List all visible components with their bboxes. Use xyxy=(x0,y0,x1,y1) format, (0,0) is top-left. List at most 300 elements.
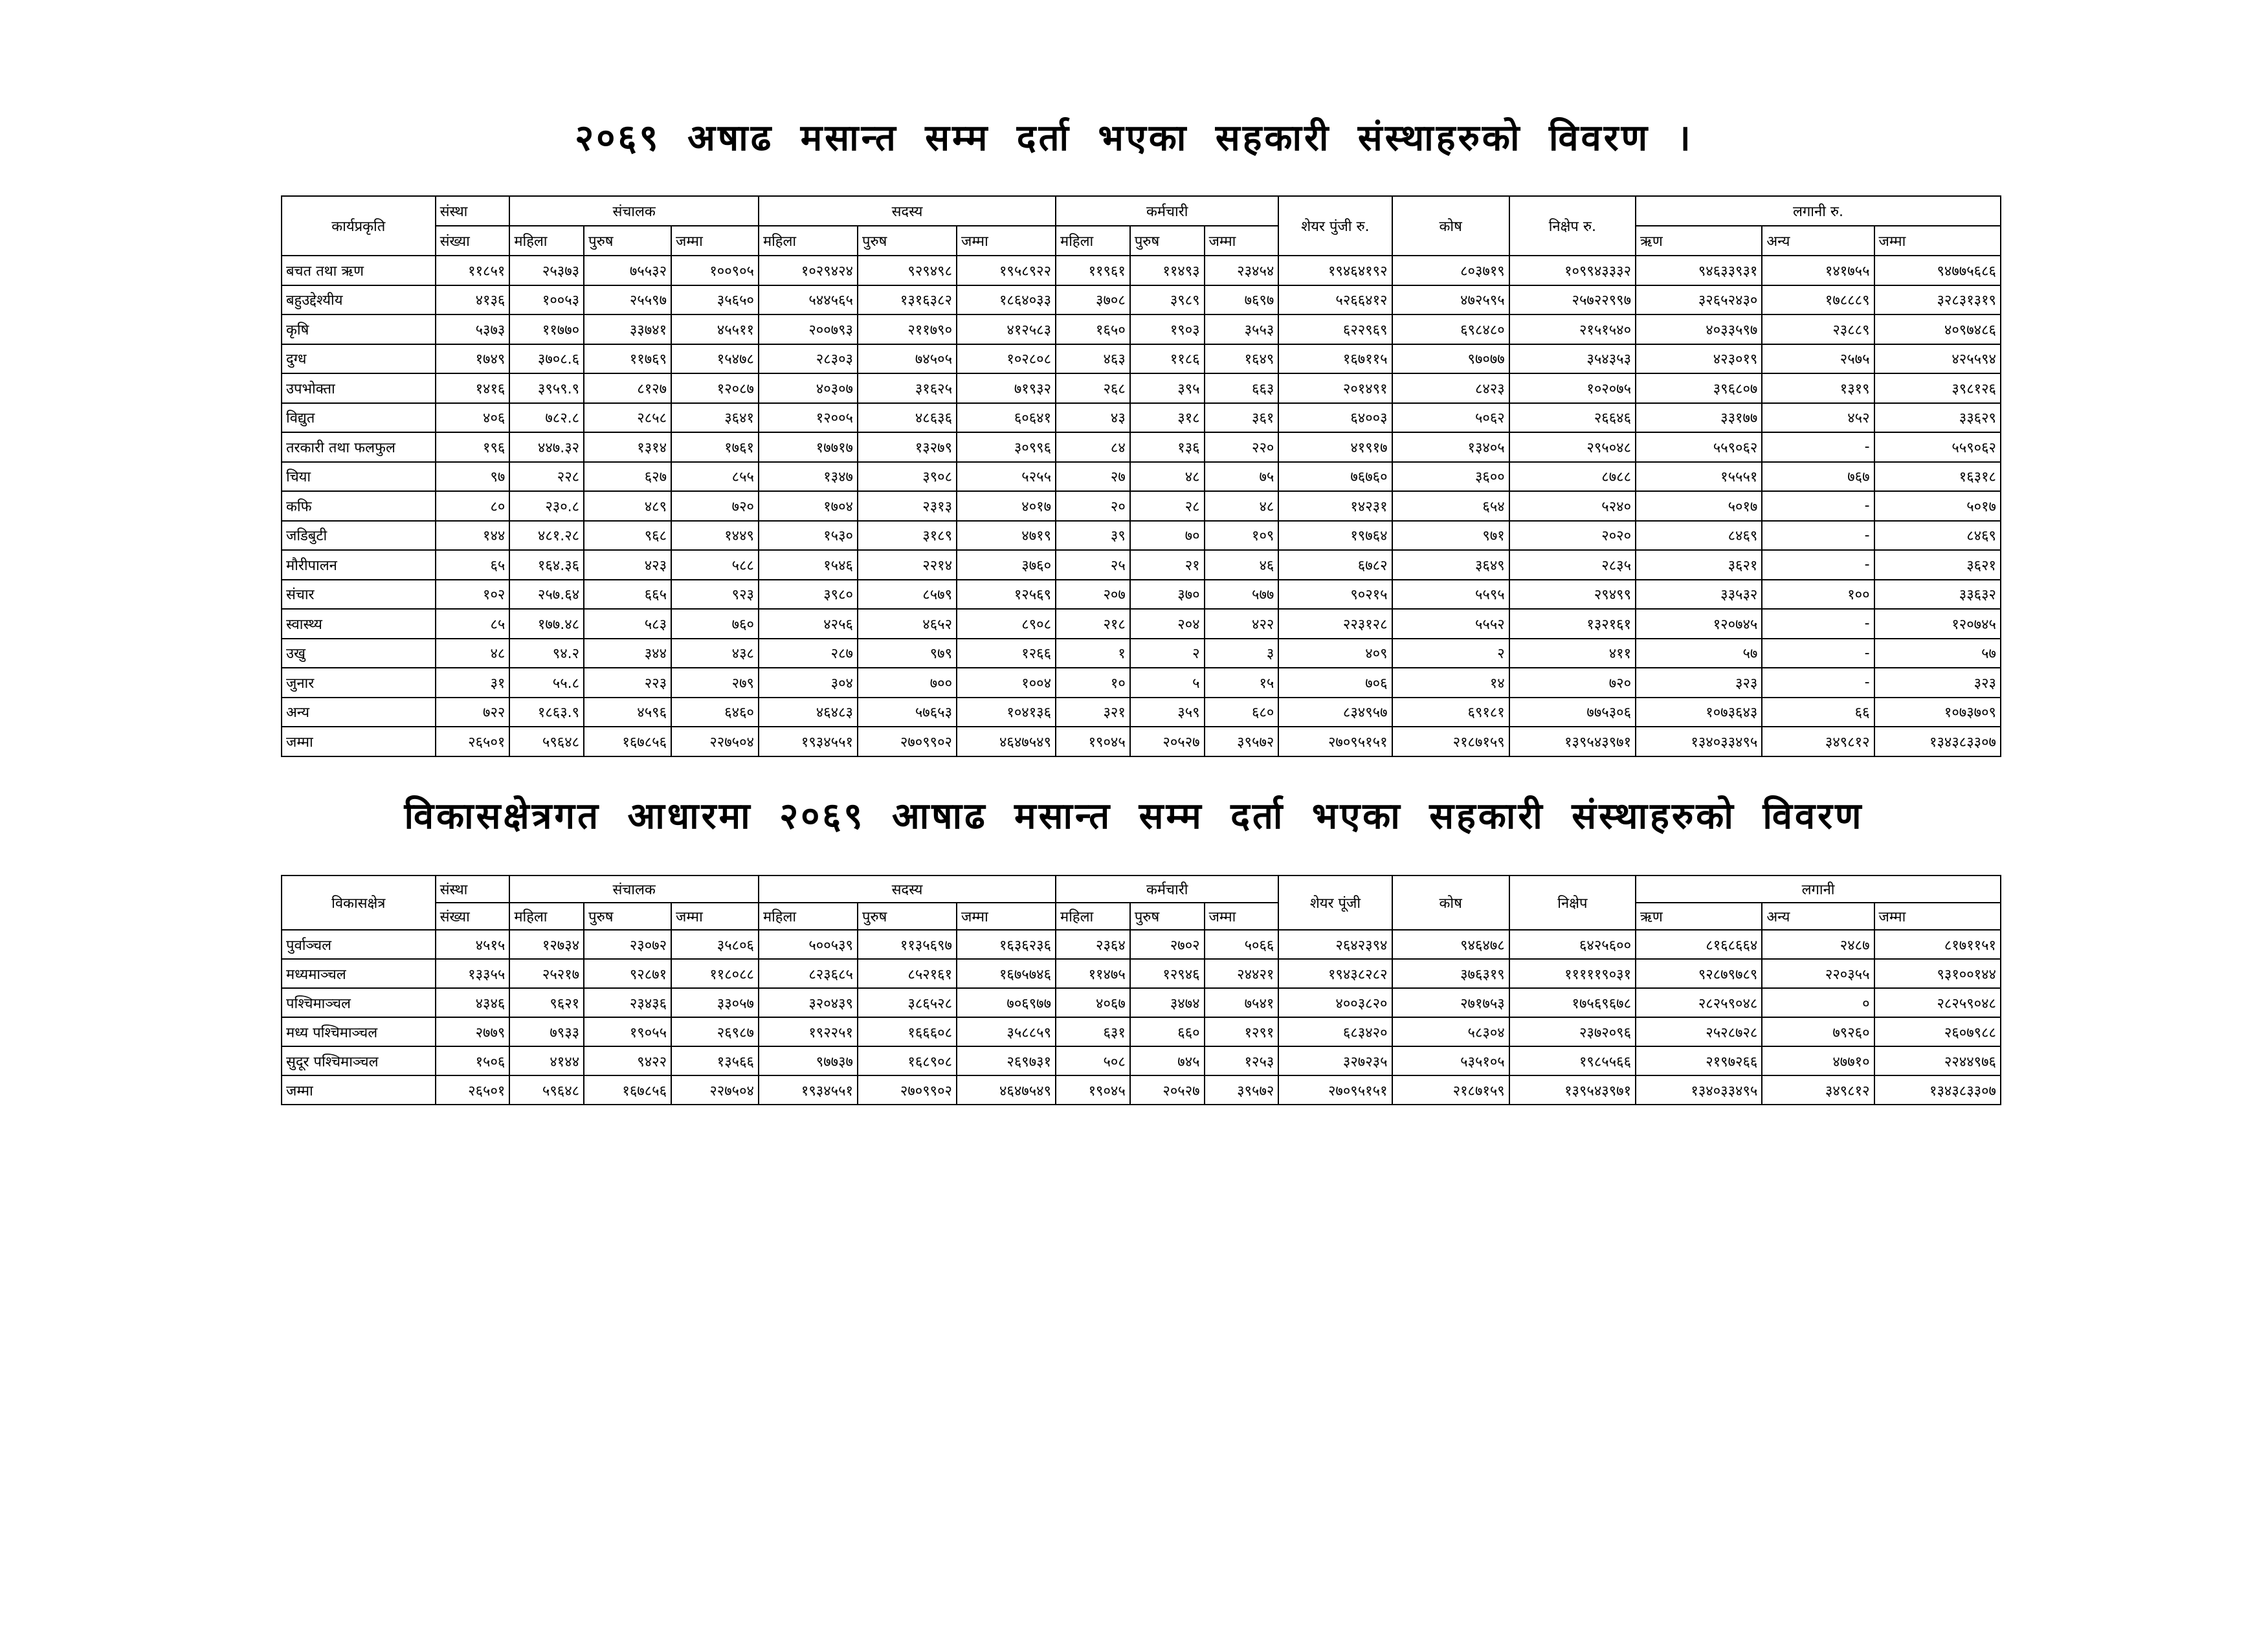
table-cell: २११७९० xyxy=(858,314,957,344)
table-cell: ८५५ xyxy=(671,462,759,492)
table-cell: १५४७८ xyxy=(671,344,759,374)
table-row xyxy=(282,550,2001,580)
col-share: शेयर पुंजी रु. xyxy=(1278,196,1392,256)
table-cell: १९७६४ xyxy=(1278,521,1392,551)
table-cell: १६८९०८ xyxy=(858,1046,957,1075)
row-label-cell: तरकारी तथा फलफुल xyxy=(282,432,436,462)
table-cell: ० xyxy=(1762,988,1874,1017)
table-cell: ९२८७९७८९ xyxy=(1636,959,1762,988)
row-label-cell: स्वास्थ्य xyxy=(282,609,436,639)
col-sanstha-sankhya: संख्या xyxy=(436,903,510,930)
table-row xyxy=(282,373,2001,403)
table-cell: १३२७९ xyxy=(858,432,957,462)
table-cell: ३५५३ xyxy=(1205,314,1279,344)
table-cell: ९४२२ xyxy=(584,1046,671,1075)
table-cell: ५५५२ xyxy=(1392,609,1509,639)
table-cell: १ xyxy=(1056,639,1130,668)
table-cell: ५७ xyxy=(1874,639,2001,668)
table-cell: ९२९४९८ xyxy=(858,256,957,285)
table-row xyxy=(282,432,2001,462)
table-cell: ३९५७२ xyxy=(1205,727,1279,756)
row-label-cell: चिया xyxy=(282,462,436,492)
table-cell: ४१९१७ xyxy=(1278,432,1392,462)
table-cell: ९२३ xyxy=(671,580,759,610)
table-cell: १६३१८ xyxy=(1874,462,2001,492)
table-cell: ४७१९ xyxy=(957,521,1056,551)
table-row xyxy=(282,580,2001,610)
table-cell: ९७९ xyxy=(858,639,957,668)
section-title: विकासक्षेत्रगत आधारमा २०६९ आषाढ मसान्त सम्म दर्ता भएका सहकारी संस्थाहरुको विवरण xyxy=(404,795,1864,837)
table-cell: २३७२०९६ xyxy=(1509,1017,1636,1046)
table-cell: ३३१७७ xyxy=(1636,403,1762,433)
table-cell: ३३०५७ xyxy=(671,988,759,1017)
table-cell: १२९४६ xyxy=(1130,959,1205,988)
table-cell: १०० xyxy=(1762,580,1874,610)
table-cell: १५५५१ xyxy=(1636,462,1762,492)
table-cell: १००९०५ xyxy=(671,256,759,285)
table-cell: १३४०३३४९५ xyxy=(1636,727,1762,756)
table-cell: १९५८९२२ xyxy=(957,256,1056,285)
table-cell: २०१४९१ xyxy=(1278,373,1392,403)
table-cell: ८१७११५१ xyxy=(1874,930,2001,959)
table-cell: ५७६५३ xyxy=(858,698,957,727)
table-row xyxy=(282,1017,2001,1046)
table-cell: ७०६ xyxy=(1278,668,1392,698)
table-cell: ३३६२९ xyxy=(1874,403,2001,433)
table-cell: ५०६२ xyxy=(1392,403,1509,433)
table-cell: ५४४५६५ xyxy=(759,285,858,315)
table-cell: १०२८०८ xyxy=(957,344,1056,374)
table-cell: १६५० xyxy=(1056,314,1130,344)
row-label-cell: बहुउद्देश्यीय xyxy=(282,285,436,315)
table-cell: २७०२ xyxy=(1130,930,1205,959)
table-cell: १२७३४ xyxy=(509,930,584,959)
table-cell: ११३५६९७ xyxy=(858,930,957,959)
table-cell: १२०८७ xyxy=(671,373,759,403)
table-cell: ४०९ xyxy=(1278,639,1392,668)
table-cell: ८४२३ xyxy=(1392,373,1509,403)
table-cell: - xyxy=(1762,609,1874,639)
col-sanchalak-purush: पुरुष xyxy=(584,226,671,256)
table-cell: ४१४४ xyxy=(509,1046,584,1075)
table-cell: २२८ xyxy=(509,462,584,492)
col-lagani-jamma: जम्मा xyxy=(1874,226,2001,256)
table-cell: ६५ xyxy=(436,550,510,580)
table-cell: ६६५ xyxy=(584,580,671,610)
table-cell: ६५४ xyxy=(1392,491,1509,521)
table-cell: २२४४९७६ xyxy=(1874,1046,2001,1075)
table-cell: १०२९४२४ xyxy=(759,256,858,285)
table-cell: १४४९ xyxy=(671,521,759,551)
table-cell: ३ xyxy=(1205,639,1279,668)
table-cell: १६७८५६ xyxy=(584,727,671,756)
table-body xyxy=(282,930,2001,1105)
table-cell: १४ xyxy=(1392,668,1509,698)
table-cell: ४०६ xyxy=(436,403,510,433)
table-cell: १२०७४५ xyxy=(1636,609,1762,639)
table-cell: ३४९८१२ xyxy=(1762,1075,1874,1105)
table-cell: ४२३०१९ xyxy=(1636,344,1762,374)
table-cell: ७५५३२ xyxy=(584,256,671,285)
row-label-cell: पुर्वाञ्चल xyxy=(282,930,436,959)
table-cell: ९३१००१४४ xyxy=(1874,959,2001,988)
page-title: २०६९ अषाढ मसान्त सम्म दर्ता भएका सहकारी संस्थाहरुको विवरण । xyxy=(575,116,1693,159)
table-cell: ७४५ xyxy=(1130,1046,1205,1075)
table-cell: ३०४ xyxy=(759,668,858,698)
table-cell: १०९ xyxy=(1205,521,1279,551)
table-row xyxy=(282,727,2001,756)
row-label-cell: जुनार xyxy=(282,668,436,698)
table-row xyxy=(282,314,2001,344)
table-cell: ८३४९५७ xyxy=(1278,698,1392,727)
table-cell: ७९३३ xyxy=(509,1017,584,1046)
row-label-cell: उपभोक्ता xyxy=(282,373,436,403)
table-cell: २८५८ xyxy=(584,403,671,433)
table-cell: १०९९४३३३२ xyxy=(1509,256,1636,285)
table-row xyxy=(282,491,2001,521)
table-cell: ३९६८०७ xyxy=(1636,373,1762,403)
col-group-sanchalak: संचालक xyxy=(509,196,759,226)
table-cell: ७५ xyxy=(1205,462,1279,492)
table-cell: ६४६० xyxy=(671,698,759,727)
table-cell: ६६ xyxy=(1762,698,1874,727)
table-cell: ७० xyxy=(1130,521,1205,551)
table-cell: २४४२१ xyxy=(1205,959,1279,988)
table-cell: ६८० xyxy=(1205,698,1279,727)
table-cell: १४१७५५ xyxy=(1762,256,1874,285)
table-cell: ३५८०६ xyxy=(671,930,759,959)
table-cell: ९६८ xyxy=(584,521,671,551)
table-cell: २१५१५४० xyxy=(1509,314,1636,344)
table-cell: १९६ xyxy=(436,432,510,462)
row-label-cell: अन्य xyxy=(282,698,436,727)
table-cell: ४७७१० xyxy=(1762,1046,1874,1075)
table-row xyxy=(282,1075,2001,1105)
row-label-cell: कफि xyxy=(282,491,436,521)
table-cell: २७०९९०२ xyxy=(858,727,957,756)
col-karmachari-purush: पुरुष xyxy=(1130,226,1205,256)
col-lagani-jamma: जम्मा xyxy=(1874,903,2001,930)
col-sadasya-jamma: जम्मा xyxy=(957,226,1056,256)
table-cell: १३३५५ xyxy=(436,959,510,988)
row-label-cell: विद्युत xyxy=(282,403,436,433)
table-cell: ६६३ xyxy=(1205,373,1279,403)
table-cell: १९२२५१ xyxy=(759,1017,858,1046)
table-cell: ३९५९.९ xyxy=(509,373,584,403)
table-cell: १७४९ xyxy=(436,344,510,374)
col-group-sadasya: सदस्य xyxy=(759,196,1056,226)
row-label-cell: सुदूर पश्चिमाञ्चल xyxy=(282,1046,436,1075)
table-cell: ७६९७ xyxy=(1205,285,1279,315)
row-label-cell: जम्मा xyxy=(282,1075,436,1105)
table-cell: २२७५०४ xyxy=(671,1075,759,1105)
table-row xyxy=(282,403,2001,433)
table-cell: ५०८ xyxy=(1056,1046,1130,1075)
table-cell: ४५९६ xyxy=(584,698,671,727)
col-category: विकासक्षेत्र xyxy=(282,876,436,930)
table-cell: १२५६९ xyxy=(957,580,1056,610)
col-nikshep: निक्षेप xyxy=(1509,876,1636,930)
table-cell: ४५५११ xyxy=(671,314,759,344)
table-cell: ३६०० xyxy=(1392,462,1509,492)
table-cell: १०७३७०९ xyxy=(1874,698,2001,727)
col-sanchalak-jamma: जम्मा xyxy=(671,903,759,930)
table-cell: २००७९३ xyxy=(759,314,858,344)
table-cell: ३५९ xyxy=(1130,698,1205,727)
table-cell: ३४४ xyxy=(584,639,671,668)
table-cell: २३१३ xyxy=(858,491,957,521)
row-label-cell: मौरीपालन xyxy=(282,550,436,580)
table-cell: २ xyxy=(1130,639,1205,668)
table-cell: ९०२१५ xyxy=(1278,580,1392,610)
table-cell: १७०४ xyxy=(759,491,858,521)
table-cell: ३४७४ xyxy=(1130,988,1205,1017)
table-cell: ४८९ xyxy=(584,491,671,521)
table-row xyxy=(282,462,2001,492)
table-cell: २६४२३९४ xyxy=(1278,930,1392,959)
col-group-karmachari: कर्मचारी xyxy=(1056,876,1278,903)
table-cell: ५०१७ xyxy=(1636,491,1762,521)
table-cell: - xyxy=(1762,668,1874,698)
table-cell: २१८ xyxy=(1056,609,1130,639)
table-cell: ९६२१ xyxy=(509,988,584,1017)
table-cell: ५८८ xyxy=(671,550,759,580)
table-cell: ७८२.८ xyxy=(509,403,584,433)
table-cell: २३०७२ xyxy=(584,930,671,959)
table-cell: २४८७ xyxy=(1762,930,1874,959)
table-cell: २७०९५१५१ xyxy=(1278,727,1392,756)
table-cell: २१९७२६६ xyxy=(1636,1046,1762,1075)
table-cell: १३५६६ xyxy=(671,1046,759,1075)
table-cell: २०२० xyxy=(1509,521,1636,551)
table-cell: १३९५४३९७१ xyxy=(1509,1075,1636,1105)
table-cell: १३४३८३३०७ xyxy=(1874,727,2001,756)
col-sanchalak-mahila: महिला xyxy=(509,226,584,256)
table-cell: १३९५४३९७१ xyxy=(1509,727,1636,756)
col-sanchalak-mahila: महिला xyxy=(509,903,584,930)
table-cell: ३९५ xyxy=(1130,373,1205,403)
table-cell: ५९६४८ xyxy=(509,1075,584,1105)
col-sanstha-sankhya: संख्या xyxy=(436,226,510,256)
table-cell: २६९८७ xyxy=(671,1017,759,1046)
table-cell: ६०६४१ xyxy=(957,403,1056,433)
table-cell: १३६ xyxy=(1130,432,1205,462)
table-cell: ९७१ xyxy=(1392,521,1509,551)
table-cell: - xyxy=(1762,639,1874,668)
table-cell: ७६७६० xyxy=(1278,462,1392,492)
table-cell: १३२१६१ xyxy=(1509,609,1636,639)
table-cell: ४२५६ xyxy=(759,609,858,639)
col-lagani-rin: ऋण xyxy=(1636,903,1762,930)
table-cell: १२०७४५ xyxy=(1874,609,2001,639)
table-cell: ४४७.३२ xyxy=(509,432,584,462)
table-cell: १२६६ xyxy=(957,639,1056,668)
table-cell: २०७ xyxy=(1056,580,1130,610)
table-cell: २७०९५१५१ xyxy=(1278,1075,1392,1105)
table-row xyxy=(282,959,2001,988)
table-cell: १९८५५६६ xyxy=(1509,1046,1636,1075)
table-cell: ४६३ xyxy=(1056,344,1130,374)
table-cell: २८३०३ xyxy=(759,344,858,374)
table-cell: २८२५९०४८ xyxy=(1874,988,2001,1017)
table-cell: ६२२९६९ xyxy=(1278,314,1392,344)
table-cell: ५७७ xyxy=(1205,580,1279,610)
table-cell: ८७८८ xyxy=(1509,462,1636,492)
table-cell: ६७८२ xyxy=(1278,550,1392,580)
table-cell: ३९०८ xyxy=(858,462,957,492)
table-cell: १२९१ xyxy=(1205,1017,1279,1046)
table-cell: २८७ xyxy=(759,639,858,668)
table-cell: ११८०८८ xyxy=(671,959,759,988)
table-cell: ३७६० xyxy=(957,550,1056,580)
table-cell: ५८३०४ xyxy=(1392,1017,1509,1046)
row-label-cell: मध्यमाञ्चल xyxy=(282,959,436,988)
table-cell: १९०५५ xyxy=(584,1017,671,1046)
table-cell: २०५२७ xyxy=(1130,1075,1205,1105)
table-cell: ११४७५ xyxy=(1056,959,1130,988)
table-cell: २७०९९०२ xyxy=(858,1075,957,1105)
table-cell: ३४९८१२ xyxy=(1762,727,1874,756)
row-label-cell: उखु xyxy=(282,639,436,668)
table-cell: ३१८९ xyxy=(858,521,957,551)
table-row xyxy=(282,698,2001,727)
table-cell: ७०० xyxy=(858,668,957,698)
table-cell: ४०९७४८६ xyxy=(1874,314,2001,344)
table-cell: ५५९०६२ xyxy=(1636,432,1762,462)
table-cell: ५०६६ xyxy=(1205,930,1279,959)
table-row xyxy=(282,1046,2001,1075)
table-cell: १४४ xyxy=(436,521,510,551)
table-cell: ११७६९ xyxy=(584,344,671,374)
table-cell: १९४६४१९२ xyxy=(1278,256,1392,285)
table-cell: २६५०१ xyxy=(436,727,510,756)
table-cell: ३२३ xyxy=(1636,668,1762,698)
table-cell: १९०४५ xyxy=(1056,727,1130,756)
table-cell: ३२३ xyxy=(1874,668,2001,698)
col-karmachari-purush: पुरुष xyxy=(1130,903,1205,930)
table-cell: ९७०७७ xyxy=(1392,344,1509,374)
table-cell: १३१४ xyxy=(584,432,671,462)
table-cell: ९७ xyxy=(436,462,510,492)
table-cell: १०४१३६ xyxy=(957,698,1056,727)
table-cell: १३१६३८२ xyxy=(858,285,957,315)
table-cell: २५७२२९९७ xyxy=(1509,285,1636,315)
table-cell: ८१६८६६४ xyxy=(1636,930,1762,959)
table-cell: १७६१ xyxy=(671,432,759,462)
table-cell: १३४७ xyxy=(759,462,858,492)
cooperatives-by-type-table xyxy=(281,195,2001,757)
table-cell: ७५४१ xyxy=(1205,988,1279,1017)
row-label-cell: संचार xyxy=(282,580,436,610)
table-cell: १९३४५५१ xyxy=(759,727,858,756)
table-cell: ३१ xyxy=(436,668,510,698)
table-cell: ६९१८१ xyxy=(1392,698,1509,727)
table-cell: ६४००३ xyxy=(1278,403,1392,433)
table-cell: ५५.८ xyxy=(509,668,584,698)
table-row xyxy=(282,609,2001,639)
table-cell: १९०४५ xyxy=(1056,1075,1130,1105)
table-cell: २३४३६ xyxy=(584,988,671,1017)
table-row xyxy=(282,256,2001,285)
table-cell: २०५२७ xyxy=(1130,727,1205,756)
table-cell: ३५८८५९ xyxy=(957,1017,1056,1046)
table-cell: २९५०४८ xyxy=(1509,432,1636,462)
table-cell: ३५६५० xyxy=(671,285,759,315)
table-cell: ३६१ xyxy=(1205,403,1279,433)
table-cell: ४५१५ xyxy=(436,930,510,959)
col-sanchalak-jamma: जम्मा xyxy=(671,226,759,256)
table-cell: ४६ xyxy=(1205,550,1279,580)
table-cell: १२००५ xyxy=(759,403,858,433)
table-cell: १० xyxy=(1056,668,1130,698)
col-group-sanchalak: संचालक xyxy=(509,876,759,903)
table-cell: २ xyxy=(1392,639,1509,668)
table-cell: ५२५५ xyxy=(957,462,1056,492)
col-lagani-rin: ऋण xyxy=(1636,226,1762,256)
table-cell: ८५ xyxy=(436,609,510,639)
table-cell: ६६० xyxy=(1130,1017,1205,1046)
table-cell: २६०७९८८ xyxy=(1874,1017,2001,1046)
table-cell: ८५७९ xyxy=(858,580,957,610)
table-cell: ५३५१०५ xyxy=(1392,1046,1509,1075)
table-cell: ११९६१ xyxy=(1056,256,1130,285)
table-cell: ५२४० xyxy=(1509,491,1636,521)
table-cell: ३७६३१९ xyxy=(1392,959,1509,988)
table-cell: २७१७५३ xyxy=(1392,988,1509,1017)
table-cell: ५०१७ xyxy=(1874,491,2001,521)
table-cell: ५ xyxy=(1130,668,1205,698)
table-cell: २५ xyxy=(1056,550,1130,580)
table-cell: ११४९३ xyxy=(1130,256,1205,285)
table-cell: ११८५१ xyxy=(436,256,510,285)
table-cell: ४६४८३ xyxy=(759,698,858,727)
table-cell: १९४३८२८२ xyxy=(1278,959,1392,988)
table-row xyxy=(282,344,2001,374)
table-cell: ३३५३२ xyxy=(1636,580,1762,610)
table-cell: ७०६९७७ xyxy=(957,988,1056,1017)
table-cell: ४८६३६ xyxy=(858,403,957,433)
table-cell: ६४२५६०० xyxy=(1509,930,1636,959)
table-cell: ७२० xyxy=(1509,668,1636,698)
table-cell: २२०३५५ xyxy=(1762,959,1874,988)
table-cell: २२१४ xyxy=(858,550,957,580)
table-cell: २८ xyxy=(1130,491,1205,521)
table-cell: १०७३६४३ xyxy=(1636,698,1762,727)
table-cell: ६३१ xyxy=(1056,1017,1130,1046)
table-cell: २३६४ xyxy=(1056,930,1130,959)
table-cell: ८९०८ xyxy=(957,609,1056,639)
table-cell: ४८ xyxy=(1130,462,1205,492)
table-cell: १७७.४८ xyxy=(509,609,584,639)
table-cell: ३२६५२४३० xyxy=(1636,285,1762,315)
table-cell: १४२३१ xyxy=(1278,491,1392,521)
col-karmachari-jamma: जम्मा xyxy=(1205,226,1279,256)
table-cell: ४३ xyxy=(1056,403,1130,433)
table-cell: १११११९०३१ xyxy=(1509,959,1636,988)
table-cell: ४०१७ xyxy=(957,491,1056,521)
col-category: कार्यप्रकृति xyxy=(282,196,436,256)
table-cell: ७९२६० xyxy=(1762,1017,1874,1046)
table-cell: - xyxy=(1762,550,1874,580)
table-cell: ५२६६४१२ xyxy=(1278,285,1392,315)
table-subheader-row xyxy=(282,226,2001,256)
table-row xyxy=(282,988,2001,1017)
table-cell: १००५३ xyxy=(509,285,584,315)
table-cell: १३१९ xyxy=(1762,373,1874,403)
table-cell: ३९५७२ xyxy=(1205,1075,1279,1105)
table-cell: २०४ xyxy=(1130,609,1205,639)
table-cell: १७८८८९ xyxy=(1762,285,1874,315)
